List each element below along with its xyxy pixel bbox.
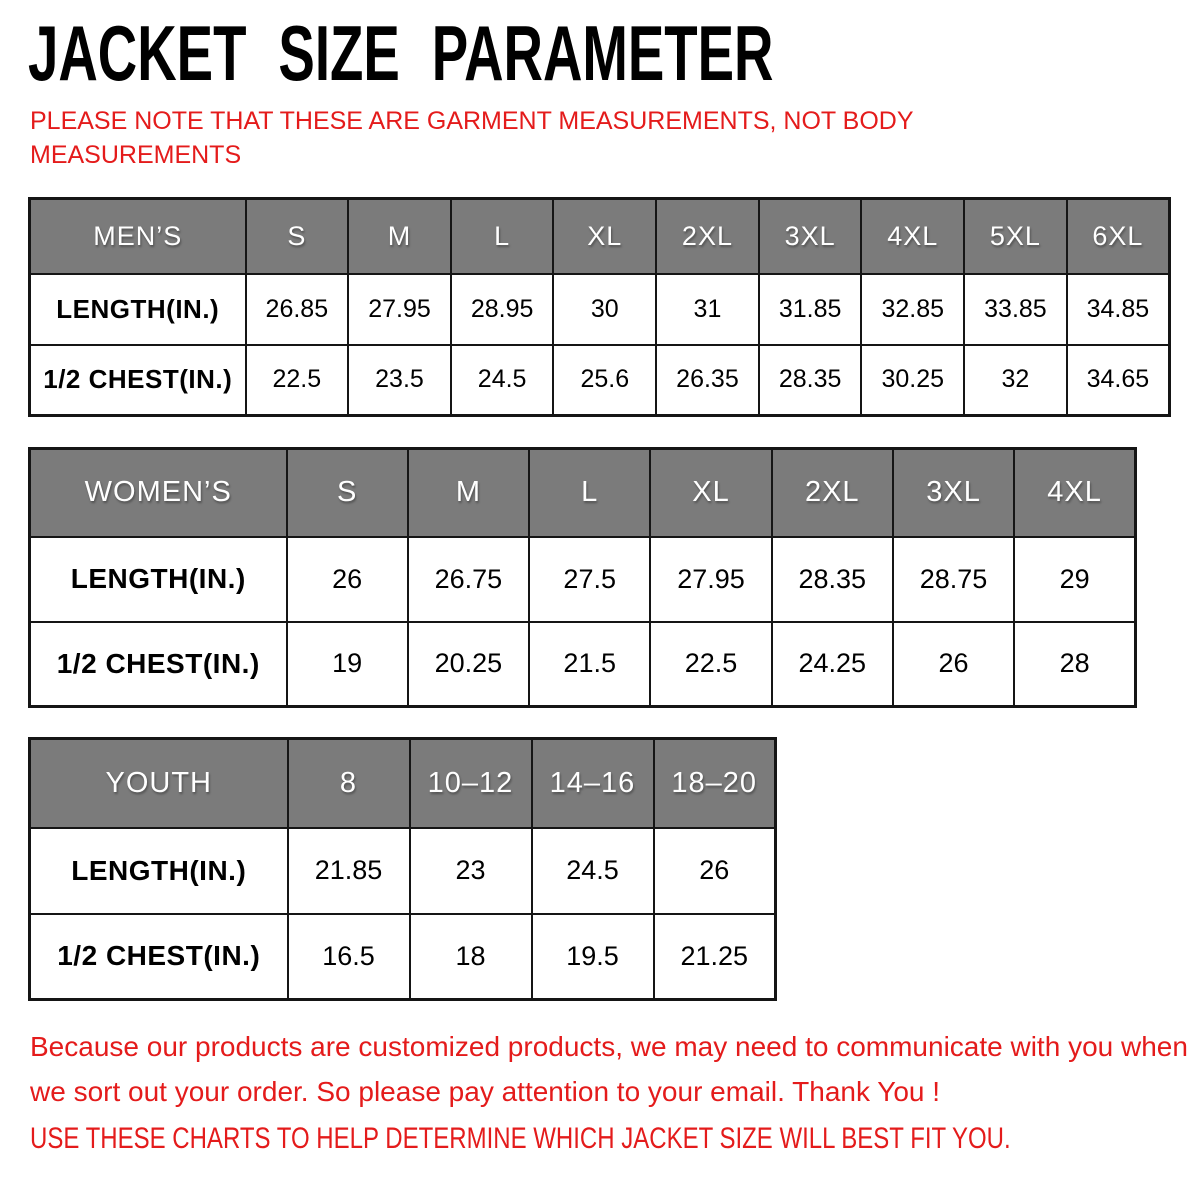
mens-row-0-value-7: 33.85 <box>964 274 1067 345</box>
womens-header-row <box>30 449 1136 537</box>
mens-row-1-value-7: 32 <box>964 345 1067 416</box>
womens-row-0-value-4: 28.35 <box>772 537 893 622</box>
womens-row-1-label: 1/2 CHEST(IN.) <box>30 622 287 707</box>
youth-header-row <box>30 739 776 828</box>
womens-data-row-0 <box>30 537 1136 622</box>
mens-size-table-container <box>28 197 1171 417</box>
youth-header-cell-0: YOUTH <box>30 739 288 828</box>
womens-row-1-value-5: 26 <box>893 622 1014 707</box>
customization-communication-note: Because our products are customized products, we may need to communicate with you when we sort out your order. So please pay attention to your email. Thank You ! <box>30 1031 1188 1107</box>
mens-row-0-value-4: 31 <box>656 274 759 345</box>
mens-row-1-value-4: 26.35 <box>656 345 759 416</box>
mens-header-cell-1: S <box>246 199 349 274</box>
mens-header-cell-3: L <box>451 199 554 274</box>
youth-data-row-0 <box>30 828 776 914</box>
mens-row-0-value-6: 32.85 <box>861 274 964 345</box>
mens-row-1-value-5: 28.35 <box>759 345 862 416</box>
chart-usage-note: USE THESE CHARTS TO HELP DETERMINE WHICH JACKET SIZE WILL BEST FIT YOU. <box>30 1122 1011 1155</box>
mens-row-0-label: LENGTH(IN.) <box>30 274 246 345</box>
womens-size-table-container <box>28 447 1137 708</box>
womens-row-1-value-6: 28 <box>1014 622 1135 707</box>
mens-data-row-0 <box>30 274 1170 345</box>
womens-row-0-value-3: 27.95 <box>650 537 771 622</box>
mens-row-0-value-2: 28.95 <box>451 274 554 345</box>
womens-row-1-value-2: 21.5 <box>529 622 650 707</box>
mens-header-cell-5: 2XL <box>656 199 759 274</box>
youth-size-table <box>28 737 777 1001</box>
womens-row-1-value-3: 22.5 <box>650 622 771 707</box>
womens-row-1-value-0: 19 <box>287 622 408 707</box>
womens-size-table <box>28 447 1137 708</box>
mens-row-0-value-8: 34.85 <box>1067 274 1170 345</box>
womens-header-cell-6: 3XL <box>893 449 1014 537</box>
garment-measurement-note: PLEASE NOTE THAT THESE ARE GARMENT MEASUREMENTS, NOT BODY MEASUREMENTS <box>30 107 914 169</box>
youth-row-1-value-0: 16.5 <box>288 914 410 1000</box>
womens-header-cell-2: M <box>408 449 529 537</box>
mens-size-table <box>28 197 1171 417</box>
mens-row-0-value-5: 31.85 <box>759 274 862 345</box>
mens-row-1-label: 1/2 CHEST(IN.) <box>30 345 246 416</box>
womens-row-1-value-4: 24.25 <box>772 622 893 707</box>
womens-header-cell-3: L <box>529 449 650 537</box>
mens-row-1-value-2: 24.5 <box>451 345 554 416</box>
womens-row-0-value-5: 28.75 <box>893 537 1014 622</box>
mens-header-cell-6: 3XL <box>759 199 862 274</box>
womens-row-0-value-2: 27.5 <box>529 537 650 622</box>
youth-data-row-1 <box>30 914 776 1000</box>
mens-data-row-1 <box>30 345 1170 416</box>
youth-header-cell-3: 14–16 <box>532 739 654 828</box>
mens-row-0-value-0: 26.85 <box>246 274 349 345</box>
youth-row-0-label: LENGTH(IN.) <box>30 828 288 914</box>
womens-row-0-value-1: 26.75 <box>408 537 529 622</box>
youth-row-1-value-2: 19.5 <box>532 914 654 1000</box>
womens-header-cell-7: 4XL <box>1014 449 1135 537</box>
womens-row-0-value-0: 26 <box>287 537 408 622</box>
mens-row-0-value-3: 30 <box>553 274 656 345</box>
mens-row-1-value-8: 34.65 <box>1067 345 1170 416</box>
womens-data-row-1 <box>30 622 1136 707</box>
womens-header-cell-5: 2XL <box>772 449 893 537</box>
mens-header-cell-9: 6XL <box>1067 199 1170 274</box>
youth-row-0-value-2: 24.5 <box>532 828 654 914</box>
womens-header-cell-1: S <box>287 449 408 537</box>
mens-row-1-value-3: 25.6 <box>553 345 656 416</box>
youth-row-1-value-1: 18 <box>410 914 532 1000</box>
mens-header-cell-8: 5XL <box>964 199 1067 274</box>
womens-header-cell-4: XL <box>650 449 771 537</box>
page-title: JACKET SIZE PARAMETER <box>28 9 774 97</box>
womens-header-cell-0: WOMEN’S <box>30 449 287 537</box>
mens-row-0-value-1: 27.95 <box>348 274 451 345</box>
youth-header-cell-2: 10–12 <box>410 739 532 828</box>
youth-row-1-label: 1/2 CHEST(IN.) <box>30 914 288 1000</box>
mens-header-cell-0: MEN’S <box>30 199 246 274</box>
youth-row-0-value-0: 21.85 <box>288 828 410 914</box>
mens-header-cell-4: XL <box>553 199 656 274</box>
mens-row-1-value-1: 23.5 <box>348 345 451 416</box>
mens-header-row <box>30 199 1170 274</box>
youth-size-table-container <box>28 737 777 1001</box>
mens-row-1-value-0: 22.5 <box>246 345 349 416</box>
womens-row-0-value-6: 29 <box>1014 537 1135 622</box>
womens-row-1-value-1: 20.25 <box>408 622 529 707</box>
youth-row-1-value-3: 21.25 <box>654 914 776 1000</box>
youth-header-cell-1: 8 <box>288 739 410 828</box>
mens-header-cell-2: M <box>348 199 451 274</box>
womens-row-0-label: LENGTH(IN.) <box>30 537 287 622</box>
youth-row-0-value-3: 26 <box>654 828 776 914</box>
youth-header-cell-4: 18–20 <box>654 739 776 828</box>
mens-header-cell-7: 4XL <box>861 199 964 274</box>
mens-row-1-value-6: 30.25 <box>861 345 964 416</box>
youth-row-0-value-1: 23 <box>410 828 532 914</box>
